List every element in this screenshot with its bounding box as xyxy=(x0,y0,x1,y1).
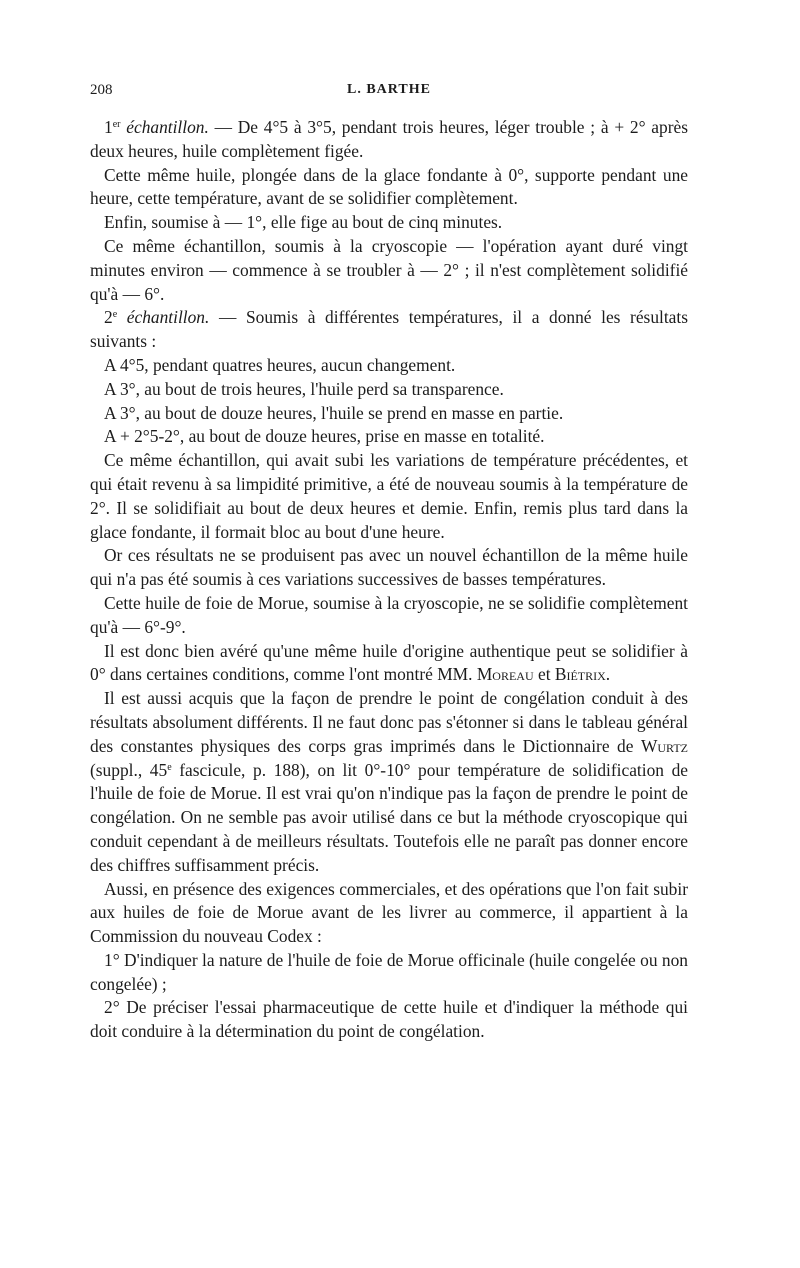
document-page xyxy=(90,82,688,1044)
text-run: fascicule, p. 188), on lit 0°-10° pour température de solidification de l'huile de foie de Morue. Il est vrai qu'on n'indique pas la façon de prendre le point de congélation. On ne semble pas avoir utilisé dans ce but la méthode cryoscopique qui conduit cependant à de meilleurs résultats. Toutefois elle ne paraît pas donner encore des chiffres suffisamment précis. xyxy=(90,759,688,875)
paragraph xyxy=(90,449,688,544)
small-caps-name: Wurtz xyxy=(640,735,688,756)
paragraph xyxy=(90,425,688,449)
text-run: — De 4°5 à 3°5, pendant trois heures, léger trouble ; à + 2° après deux heures, huile complètement figée. xyxy=(90,117,688,161)
paragraph xyxy=(90,402,688,426)
paragraph xyxy=(90,878,688,949)
text-run: Enfin, soumise à — 1°, elle fige au bout de cinq minutes. xyxy=(104,212,503,233)
paragraph xyxy=(90,235,688,306)
paragraph xyxy=(90,687,688,877)
text-run: A 3°, au bout de douze heures, l'huile se prend en masse en partie. xyxy=(104,402,564,423)
text-run: et xyxy=(533,664,555,685)
text-run: . xyxy=(605,664,611,685)
paragraph xyxy=(90,640,688,688)
text-run: Or ces résultats ne se produisent pas avec un nouvel échantillon de la même huile qui n'a pas été soumis à ces variations successives de basses températures. xyxy=(90,545,688,590)
body-text xyxy=(90,116,688,1044)
text-run: A 4°5, pendant quatres heures, aucun changement. xyxy=(104,354,456,375)
text-run: Aussi, en présence des exigences commerciales, et des opérations que l'on fait subir aux huiles de foie de Morue avant de les livrer au commerce, il appartient à la Commission du nouveau Codex : xyxy=(90,878,688,947)
paragraph xyxy=(90,544,688,592)
running-title: L. BARTHE xyxy=(347,82,431,97)
text-run: (suppl., 45 xyxy=(90,759,168,780)
text-run: A + 2°5-2°, au bout de douze heures, prise en masse en totalité. xyxy=(104,426,545,447)
paragraph xyxy=(90,996,688,1044)
running-head xyxy=(90,82,688,104)
small-caps-name: Biétrix xyxy=(554,664,606,685)
text-run: — Soumis à différentes températures, il a donné les résultats suivants : xyxy=(90,307,688,352)
text-run: Cette même huile, plongée dans de la glace fondante à 0°, supporte pendant une heure, cette température, avant de se solidifier complètement. xyxy=(90,164,688,209)
paragraph xyxy=(90,949,688,997)
paragraph xyxy=(90,306,688,354)
italic-run: échantillon. xyxy=(126,117,209,137)
text-run: Cette huile de foie de Morue, soumise à la cryoscopie, ne se solidifie complètement qu'à — 6°-9°. xyxy=(90,592,688,637)
text-run: Il est donc bien avéré qu'une même huile d'origine authentique peut se solidifier à 0° dans certaines conditions, comme l'ont montré MM. xyxy=(90,640,688,685)
paragraph xyxy=(90,164,688,212)
page-number: 208 xyxy=(90,82,113,98)
small-caps-name: Moreau xyxy=(476,664,534,685)
text-run: A 3°, au bout de trois heures, l'huile perd sa transparence. xyxy=(104,378,504,399)
text-run: 2° De préciser l'essai pharmaceutique de cette huile et d'indiquer la méthode qui doit conduire à la détermination du point de congélation. xyxy=(90,997,688,1042)
text-run: Ce même échantillon, soumis à la cryoscopie — l'opération ayant duré vingt minutes environ — commence à se troubler à — 2° ; il n'est complètement solidifié qu'à — 6°. xyxy=(90,235,688,304)
superscript: er xyxy=(112,119,121,130)
paragraph xyxy=(90,354,688,378)
paragraph xyxy=(90,378,688,402)
italic-run: échantillon. xyxy=(126,307,210,328)
text-run: 1 xyxy=(104,117,113,137)
paragraph xyxy=(90,116,688,164)
text-run xyxy=(117,307,127,327)
superscript: e xyxy=(167,761,172,773)
text-run: Ce même échantillon, qui avait subi les variations de température précédentes, et qui était revenu à sa limpidité primitive, a été de nouveau soumis à la température de 2°. Il se solidifiait au bout de deux heures et demie. Enfin, remis plus tard dans la glace fondante, il formait bloc au bout d'une heure. xyxy=(90,450,688,542)
text-run: 2 xyxy=(104,307,113,328)
paragraph xyxy=(90,211,688,235)
paragraph xyxy=(90,592,688,640)
superscript: e xyxy=(112,309,118,321)
text-run: 1° D'indiquer la nature de l'huile de foie de Morue officinale (huile congelée ou non congelée) ; xyxy=(90,949,688,994)
text-run: Il est aussi acquis que la façon de prendre le point de congélation conduit à des résultats absolument différents. Il ne faut donc pas s'étonner si dans le tableau général des constantes physiques des corps gras imprimés dans le Dictionnaire de xyxy=(90,688,688,756)
